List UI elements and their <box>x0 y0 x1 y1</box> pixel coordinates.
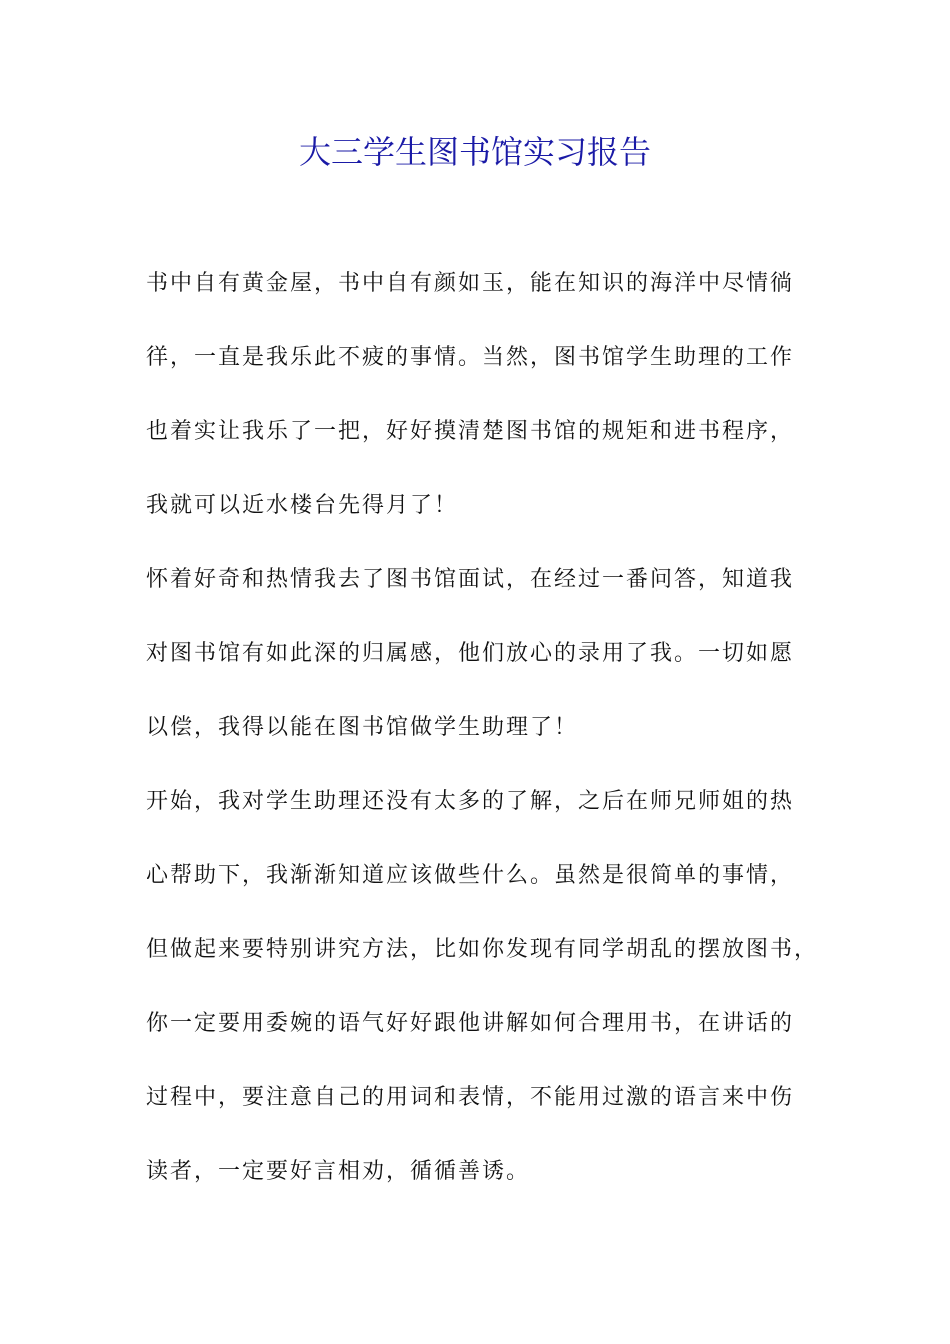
body-line: 怀着好奇和热情我去了图书馆面试，在经过一番问答，知道我 <box>146 567 795 592</box>
body-line: 心帮助下，我渐渐知道应该做些什么。虽然是很简单的事情， <box>146 863 795 888</box>
body-line: 读者，一定要好言相劝，循循善诱。 <box>146 1159 531 1184</box>
body-line: 我就可以近水楼台先得月了！ <box>146 493 459 518</box>
body-line: 书中自有黄金屋，书中自有颜如玉，能在知识的海洋中尽情徜 <box>146 271 795 296</box>
body-line: 但做起来要特别讲究方法，比如你发现有同学胡乱的摆放图书， <box>146 937 819 962</box>
body-line: 以偿，我得以能在图书馆做学生助理了！ <box>146 715 579 740</box>
body-line: 徉，一直是我乐此不疲的事情。当然，图书馆学生助理的工作 <box>146 345 795 370</box>
body-line: 过程中，要注意自己的用词和表情，不能用过激的语言来中伤 <box>146 1085 795 1110</box>
body-line: 开始，我对学生助理还没有太多的了解，之后在师兄师姐的热 <box>146 789 795 814</box>
body-line: 对图书馆有如此深的归属感，他们放心的录用了我。一切如愿 <box>146 641 795 666</box>
body-line: 你一定要用委婉的语气好好跟他讲解如何合理用书，在讲话的 <box>146 1011 795 1036</box>
document-title: 大三学生图书馆实习报告 <box>298 133 651 171</box>
body-line: 也着实让我乐了一把，好好摸清楚图书馆的规矩和进书程序， <box>146 419 795 444</box>
document-body <box>146 262 819 1224</box>
